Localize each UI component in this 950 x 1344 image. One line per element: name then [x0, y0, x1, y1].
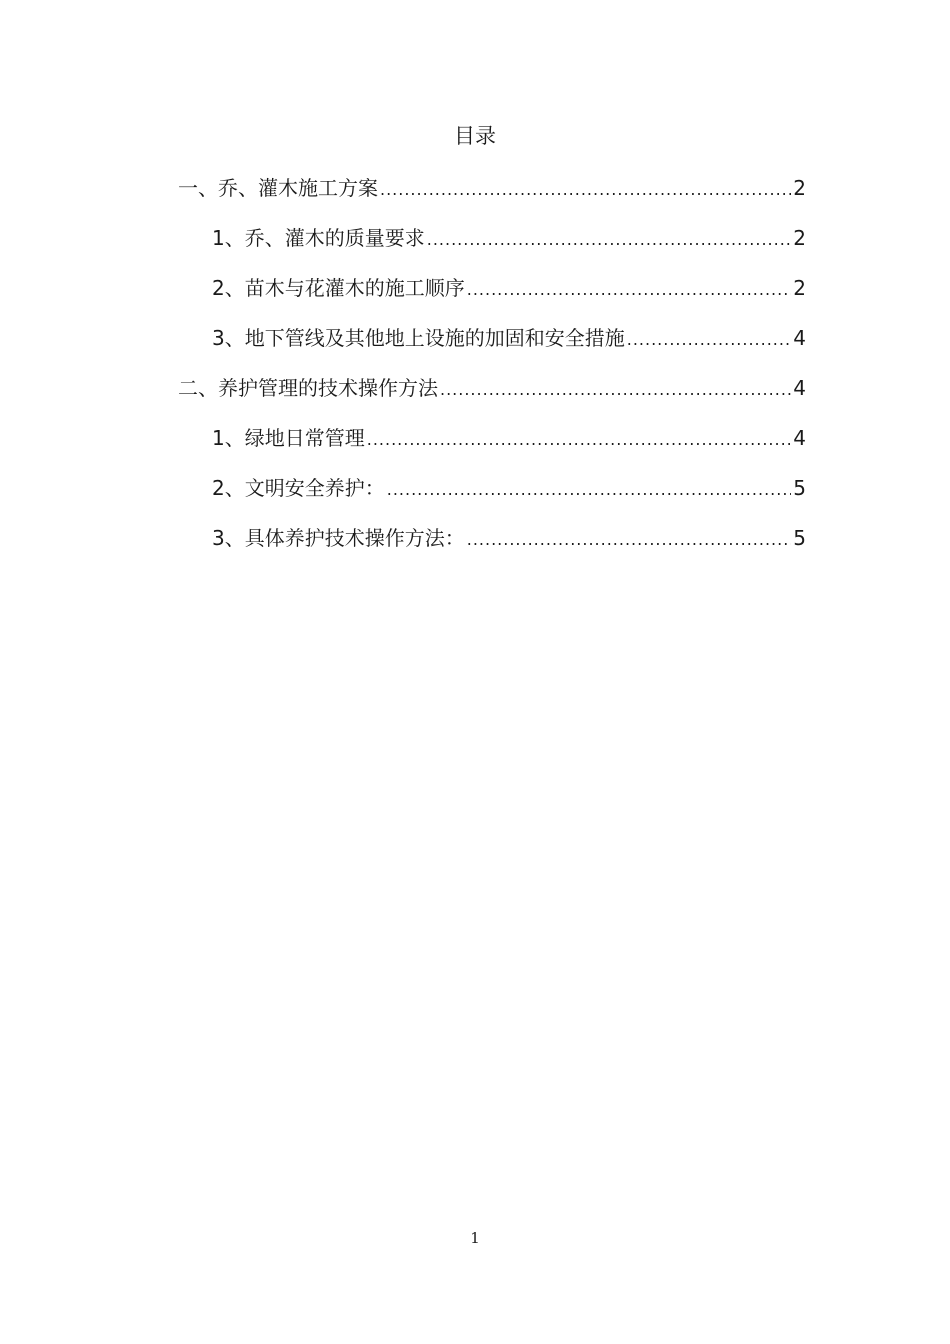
toc-title: 目录	[454, 124, 496, 148]
toc-dot-leader	[467, 280, 792, 299]
toc-entry[interactable]	[178, 172, 806, 222]
toc-entry-text: 1、乔、灌木的质量要求	[212, 226, 425, 250]
toc-entry-text: 1、绿地日常管理	[212, 426, 365, 450]
toc-entry[interactable]	[178, 272, 806, 322]
toc-entry-page: 2	[793, 226, 806, 250]
toc-entry-page: 4	[793, 326, 806, 350]
toc-entry[interactable]	[178, 472, 806, 522]
toc-entry-text: 一、乔、灌木施工方案	[178, 176, 378, 200]
toc-entry-page: 4	[793, 376, 806, 400]
toc-entry[interactable]	[178, 522, 806, 572]
toc-entry[interactable]	[178, 422, 806, 472]
toc-entry-page: 4	[793, 426, 806, 450]
toc-dot-leader	[627, 330, 792, 349]
toc-dot-leader	[387, 480, 792, 499]
toc-dot-leader	[467, 530, 792, 549]
toc-dot-leader	[367, 430, 792, 449]
toc-entry-page: 2	[793, 176, 806, 200]
page-number: 1	[470, 1229, 480, 1247]
toc-dot-leader	[427, 230, 792, 249]
toc-entry-text: 二、养护管理的技术操作方法	[178, 376, 438, 400]
toc-entry-page: 5	[793, 476, 806, 500]
toc-entry[interactable]	[178, 222, 806, 272]
toc-entry-page: 5	[793, 526, 806, 550]
toc-dot-leader	[380, 180, 791, 199]
toc-entry[interactable]	[178, 322, 806, 372]
toc-dot-leader	[440, 380, 791, 399]
toc-entry[interactable]	[178, 372, 806, 422]
toc-entry-text: 3、地下管线及其他地上设施的加固和安全措施	[212, 326, 625, 350]
table-of-contents	[178, 172, 806, 572]
toc-entry-text: 3、具体养护技术操作方法：	[212, 526, 465, 550]
toc-entry-page: 2	[793, 276, 806, 300]
toc-entry-text: 2、苗木与花灌木的施工顺序	[212, 276, 465, 300]
toc-entry-text: 2、文明安全养护：	[212, 476, 385, 500]
